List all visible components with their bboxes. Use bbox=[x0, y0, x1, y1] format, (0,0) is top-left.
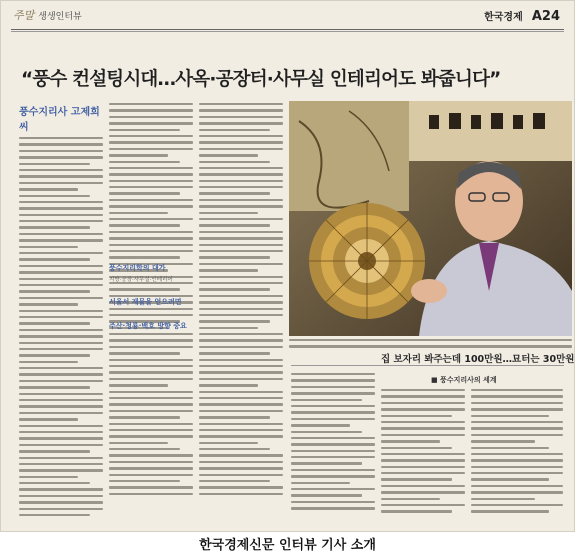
text-line bbox=[471, 402, 563, 404]
paper-header bbox=[484, 5, 560, 25]
text-line bbox=[199, 295, 283, 297]
text-line bbox=[19, 373, 103, 375]
text-line bbox=[291, 443, 375, 445]
text-line bbox=[291, 431, 362, 433]
text-line bbox=[471, 421, 563, 423]
text-line bbox=[199, 454, 283, 456]
text-line bbox=[199, 346, 283, 348]
text-line bbox=[109, 129, 180, 131]
text-line bbox=[471, 415, 549, 417]
headline: “풍수 컨설팅시대…사옥·공장터·사무실 인테리어도 봐줍니다” bbox=[21, 69, 501, 90]
text-line bbox=[19, 348, 103, 350]
text-line bbox=[291, 405, 375, 407]
text-line bbox=[291, 411, 375, 413]
text-line bbox=[199, 352, 270, 354]
text-line bbox=[199, 314, 283, 316]
text-line bbox=[109, 448, 180, 450]
text-line bbox=[19, 463, 103, 465]
subhead-blue-1: 풍수지리학의 대가 bbox=[109, 264, 166, 272]
text-line bbox=[19, 226, 90, 228]
text-line bbox=[19, 310, 103, 312]
text-line bbox=[109, 352, 180, 354]
text-line bbox=[19, 437, 103, 439]
text-line bbox=[19, 514, 90, 516]
text-line bbox=[381, 427, 465, 429]
text-line bbox=[19, 150, 103, 152]
text-line bbox=[109, 141, 193, 143]
text-line bbox=[471, 510, 549, 512]
text-line bbox=[199, 109, 283, 111]
text-line bbox=[109, 391, 193, 393]
text-line bbox=[199, 410, 283, 412]
text-line bbox=[199, 448, 270, 450]
text-line bbox=[471, 434, 563, 436]
text-line bbox=[19, 137, 103, 139]
text-line bbox=[109, 429, 193, 431]
text-line bbox=[19, 444, 103, 446]
text-line bbox=[19, 488, 103, 490]
text-line bbox=[19, 431, 103, 433]
text-line bbox=[199, 173, 283, 175]
text-line bbox=[19, 252, 103, 254]
text-line bbox=[19, 342, 103, 344]
text-line bbox=[291, 450, 375, 452]
text-line bbox=[199, 218, 283, 220]
text-line bbox=[291, 373, 375, 375]
text-line bbox=[109, 493, 193, 495]
text-line bbox=[199, 148, 283, 150]
text-line bbox=[19, 361, 78, 363]
text-line bbox=[199, 103, 283, 105]
brand-label: 주말 bbox=[13, 9, 35, 22]
subhead-blue-2: 서울서 재물을 얻으려면 bbox=[109, 298, 182, 306]
text-line bbox=[199, 435, 283, 437]
text-line bbox=[199, 199, 283, 201]
text-line bbox=[19, 290, 90, 292]
text-line bbox=[109, 192, 180, 194]
text-line bbox=[381, 402, 465, 404]
text-line bbox=[19, 476, 78, 478]
text-line bbox=[109, 116, 193, 118]
text-line bbox=[199, 244, 283, 246]
text-line bbox=[109, 308, 193, 310]
text-line bbox=[19, 278, 103, 280]
text-column-6 bbox=[471, 389, 563, 523]
text-line bbox=[471, 395, 563, 397]
text-line bbox=[289, 345, 572, 347]
text-line bbox=[199, 129, 270, 131]
text-line bbox=[19, 175, 103, 177]
text-line bbox=[199, 403, 283, 405]
text-line bbox=[199, 212, 258, 214]
text-column-2 bbox=[109, 103, 193, 528]
text-line bbox=[19, 399, 103, 401]
text-line bbox=[199, 378, 283, 380]
text-line bbox=[19, 303, 78, 305]
text-line bbox=[199, 384, 258, 386]
text-line bbox=[19, 284, 103, 286]
text-line bbox=[381, 459, 465, 461]
text-line bbox=[381, 498, 440, 500]
text-line bbox=[19, 163, 90, 165]
text-line bbox=[19, 233, 103, 235]
text-line bbox=[291, 494, 362, 496]
text-line bbox=[291, 392, 375, 394]
text-line bbox=[291, 507, 375, 509]
text-line bbox=[109, 423, 193, 425]
text-line bbox=[109, 314, 193, 316]
text-line bbox=[199, 116, 283, 118]
text-line bbox=[471, 389, 563, 391]
text-line bbox=[199, 327, 258, 329]
text-line bbox=[381, 491, 465, 493]
text-line bbox=[19, 169, 103, 171]
text-line bbox=[199, 365, 283, 367]
quote-rule bbox=[291, 365, 564, 366]
text-line bbox=[109, 205, 193, 207]
text-line bbox=[109, 103, 193, 105]
text-line bbox=[471, 440, 535, 442]
text-line bbox=[19, 412, 103, 414]
text-line bbox=[109, 346, 193, 348]
text-line bbox=[19, 386, 90, 388]
text-line bbox=[109, 288, 180, 290]
text-line bbox=[19, 508, 103, 510]
text-line bbox=[109, 435, 193, 437]
text-line bbox=[291, 475, 375, 477]
text-line bbox=[199, 269, 258, 271]
text-line bbox=[199, 467, 283, 469]
text-line bbox=[471, 459, 563, 461]
text-line bbox=[381, 504, 465, 506]
text-line bbox=[19, 393, 103, 395]
text-line bbox=[471, 485, 563, 487]
text-line bbox=[19, 405, 103, 407]
text-line bbox=[199, 480, 270, 482]
text-line bbox=[381, 440, 440, 442]
text-line bbox=[109, 378, 193, 380]
text-line bbox=[19, 450, 90, 452]
text-line bbox=[291, 418, 375, 420]
subhead-blue-3: 주산·청룡·백호 방향 중요 bbox=[109, 322, 187, 330]
text-line bbox=[381, 389, 465, 391]
text-line bbox=[381, 510, 452, 512]
text-line bbox=[19, 482, 90, 484]
text-line bbox=[19, 495, 103, 497]
text-line bbox=[199, 308, 283, 310]
text-line bbox=[199, 180, 283, 182]
body-text-lines bbox=[19, 137, 103, 516]
text-line bbox=[109, 467, 193, 469]
text-line bbox=[109, 333, 193, 335]
text-line bbox=[471, 498, 535, 500]
text-line bbox=[381, 485, 465, 487]
text-line bbox=[109, 199, 193, 201]
text-line bbox=[471, 504, 563, 506]
photo-caption bbox=[289, 339, 572, 348]
text-line bbox=[291, 482, 350, 484]
text-column-3 bbox=[199, 103, 283, 528]
text-line bbox=[19, 201, 103, 203]
text-line bbox=[381, 415, 452, 417]
box-title: ■ 풍수지리사의 세계 bbox=[431, 376, 497, 384]
text-line bbox=[471, 453, 563, 455]
text-line bbox=[109, 154, 168, 156]
text-line bbox=[199, 141, 283, 143]
body-text-lines bbox=[199, 103, 283, 495]
text-line bbox=[291, 379, 375, 381]
text-line bbox=[199, 461, 283, 463]
header-rule-thin bbox=[11, 31, 564, 32]
text-line bbox=[19, 469, 103, 471]
text-line bbox=[199, 391, 283, 393]
text-line bbox=[199, 333, 283, 335]
text-line bbox=[19, 239, 103, 241]
text-line bbox=[19, 156, 103, 158]
text-line bbox=[19, 354, 90, 356]
text-line bbox=[291, 386, 375, 388]
text-line bbox=[199, 442, 258, 444]
text-line bbox=[109, 250, 193, 252]
text-line bbox=[19, 246, 78, 248]
text-line bbox=[19, 182, 103, 184]
text-line bbox=[381, 447, 452, 449]
text-line bbox=[199, 161, 270, 163]
text-line bbox=[199, 301, 283, 303]
text-line bbox=[471, 491, 563, 493]
text-line bbox=[109, 397, 193, 399]
text-line bbox=[199, 339, 283, 341]
text-line bbox=[109, 186, 193, 188]
text-line bbox=[109, 244, 193, 246]
pull-quote: 집 보자리 봐주는데 100만원…묘터는 30만원 bbox=[381, 354, 575, 365]
text-line bbox=[19, 220, 103, 222]
text-line bbox=[471, 478, 549, 480]
text-line bbox=[199, 205, 283, 207]
photo-illustration bbox=[289, 101, 572, 336]
text-line bbox=[199, 154, 258, 156]
text-line bbox=[19, 258, 90, 260]
text-line bbox=[199, 397, 283, 399]
text-line bbox=[199, 231, 283, 233]
text-line bbox=[199, 423, 283, 425]
text-line bbox=[19, 214, 103, 216]
text-line bbox=[199, 135, 283, 137]
text-column-5 bbox=[381, 389, 465, 523]
text-line bbox=[199, 122, 283, 124]
text-line bbox=[381, 434, 465, 436]
text-line bbox=[199, 288, 270, 290]
text-line bbox=[109, 486, 193, 488]
text-line bbox=[291, 424, 350, 426]
text-line bbox=[471, 447, 549, 449]
text-line bbox=[199, 416, 270, 418]
text-line bbox=[19, 322, 90, 324]
text-line bbox=[109, 237, 193, 239]
text-line bbox=[19, 335, 103, 337]
text-line bbox=[19, 207, 103, 209]
text-line bbox=[199, 167, 283, 169]
text-line bbox=[291, 399, 362, 401]
text-line bbox=[109, 231, 193, 233]
text-line bbox=[109, 109, 193, 111]
text-line bbox=[381, 408, 465, 410]
text-line bbox=[109, 416, 180, 418]
text-line bbox=[109, 135, 193, 137]
text-line bbox=[109, 339, 193, 341]
text-line bbox=[19, 143, 103, 145]
text-line bbox=[19, 297, 103, 299]
text-line bbox=[19, 265, 103, 267]
text-line bbox=[19, 380, 103, 382]
page-caption: 한국경제신문 인터뷰 기사 소개 bbox=[199, 538, 376, 553]
text-line bbox=[199, 429, 283, 431]
text-line bbox=[19, 329, 103, 331]
paper-name: 한국경제 bbox=[484, 12, 523, 23]
interview-photo bbox=[289, 101, 572, 336]
text-line bbox=[109, 442, 168, 444]
text-line bbox=[109, 454, 193, 456]
text-line bbox=[109, 148, 193, 150]
text-line bbox=[109, 461, 193, 463]
subhead-sub-1: 지방·공장·사무실·인테리어 bbox=[109, 277, 173, 283]
text-line bbox=[109, 365, 193, 367]
text-line bbox=[109, 218, 193, 220]
text-line bbox=[109, 180, 193, 182]
text-column-4 bbox=[291, 373, 375, 523]
text-line bbox=[199, 224, 270, 226]
text-line bbox=[19, 271, 103, 273]
text-line bbox=[199, 192, 270, 194]
column-title: 풍수지리사 고제희 씨 bbox=[19, 107, 100, 133]
text-line bbox=[109, 359, 193, 361]
text-line bbox=[381, 395, 465, 397]
text-line bbox=[19, 367, 103, 369]
text-line bbox=[381, 472, 465, 474]
text-line bbox=[109, 474, 193, 476]
text-line bbox=[19, 501, 103, 503]
text-line bbox=[199, 263, 283, 265]
page-number: A24 bbox=[531, 9, 560, 24]
text-line bbox=[381, 478, 452, 480]
text-line bbox=[109, 212, 168, 214]
text-line bbox=[199, 371, 283, 373]
text-line bbox=[109, 256, 180, 258]
text-line bbox=[471, 427, 563, 429]
text-line bbox=[19, 188, 78, 190]
text-line bbox=[291, 462, 362, 464]
text-line bbox=[471, 466, 563, 468]
text-line bbox=[109, 173, 193, 175]
text-line bbox=[199, 276, 283, 278]
text-line bbox=[381, 453, 465, 455]
text-line bbox=[291, 488, 375, 490]
text-line bbox=[109, 371, 193, 373]
text-line bbox=[199, 486, 283, 488]
text-line bbox=[109, 403, 193, 405]
text-line bbox=[199, 474, 283, 476]
text-column-1 bbox=[19, 103, 103, 528]
text-line bbox=[289, 339, 572, 341]
text-line bbox=[199, 256, 270, 258]
text-line bbox=[291, 469, 375, 471]
text-line bbox=[109, 410, 193, 412]
text-line bbox=[199, 493, 283, 495]
text-line bbox=[109, 167, 193, 169]
section-label: 생생인터뷰 bbox=[38, 11, 82, 22]
text-line bbox=[199, 250, 283, 252]
text-line bbox=[109, 224, 180, 226]
text-line bbox=[291, 456, 375, 458]
text-line bbox=[19, 195, 90, 197]
header-rule bbox=[11, 29, 564, 30]
text-line bbox=[471, 472, 563, 474]
text-line bbox=[19, 418, 78, 420]
text-line bbox=[19, 457, 103, 459]
text-line bbox=[199, 186, 283, 188]
text-line bbox=[199, 359, 283, 361]
text-line bbox=[199, 237, 283, 239]
text-line bbox=[471, 408, 563, 410]
text-line bbox=[109, 384, 168, 386]
text-line bbox=[291, 501, 375, 503]
text-line bbox=[199, 320, 270, 322]
section-header bbox=[13, 7, 82, 23]
text-line bbox=[291, 437, 375, 439]
text-line bbox=[199, 282, 283, 284]
text-line bbox=[381, 421, 465, 423]
text-line bbox=[109, 122, 193, 124]
text-line bbox=[109, 161, 180, 163]
text-line bbox=[19, 316, 103, 318]
text-line bbox=[109, 480, 180, 482]
text-line bbox=[381, 466, 465, 468]
text-line bbox=[19, 425, 103, 427]
